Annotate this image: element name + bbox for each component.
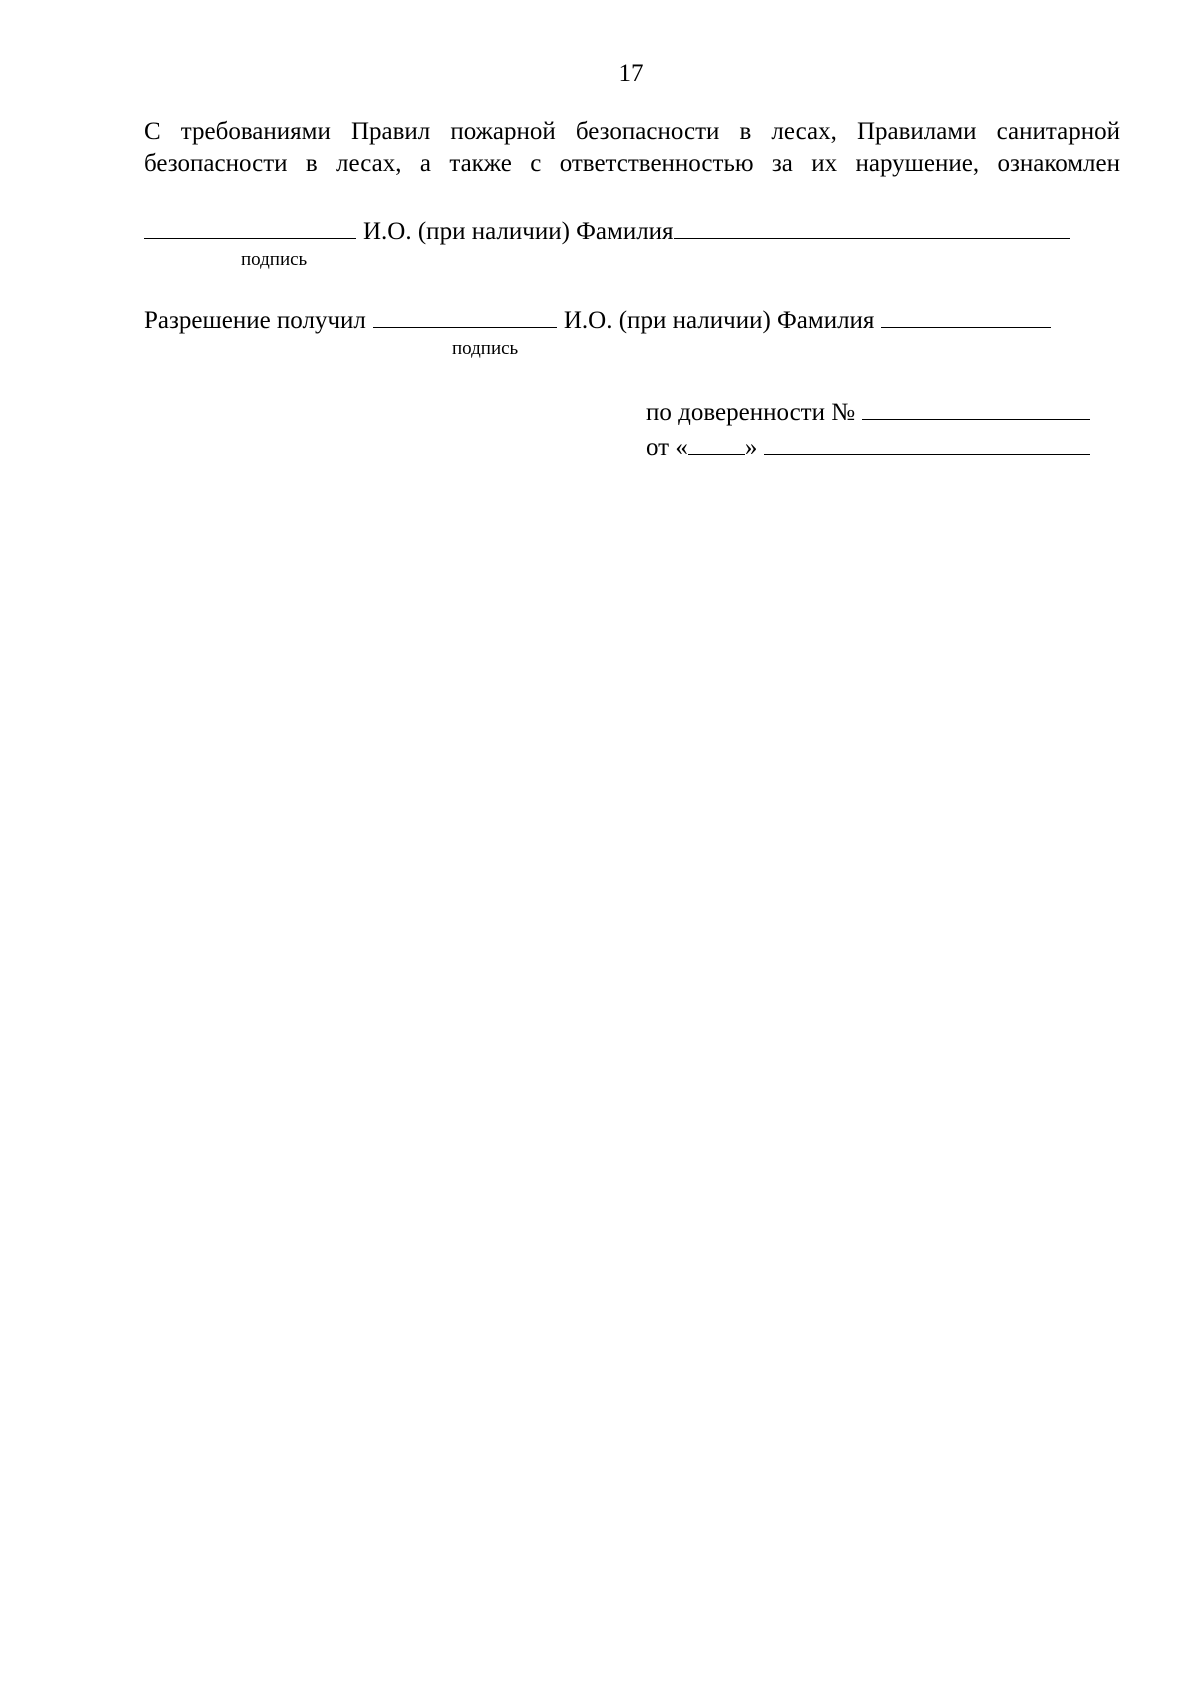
signature-row-1 xyxy=(144,214,1070,248)
signature-row-2 xyxy=(144,303,1051,337)
proxy-date-row xyxy=(646,430,1090,464)
date-close-quote: » xyxy=(744,434,758,461)
date-day-blank[interactable] xyxy=(688,430,745,455)
name-blank-1[interactable] xyxy=(674,214,1070,239)
proxy-label: по доверенности № xyxy=(646,399,856,426)
signature-blank-2[interactable] xyxy=(373,303,557,328)
page-number: 17 xyxy=(618,60,644,87)
received-by-label: Разрешение получил xyxy=(144,307,366,334)
date-open-quote: от « xyxy=(646,434,688,461)
acknowledgement-line-1: С требованиями Правил пожарной безопасности в лесах, Правилами санитарной xyxy=(144,118,1120,145)
name-blank-2[interactable] xyxy=(881,303,1051,328)
proxy-row xyxy=(646,395,1090,429)
date-month-year-blank[interactable] xyxy=(764,430,1090,455)
name-label-2: И.О. (при наличии) Фамилия xyxy=(563,307,875,334)
acknowledgement-line-2: безопасности в лесах, а также с ответственностью за их нарушение, ознакомлен xyxy=(144,150,1120,177)
signature-caption-2: подпись xyxy=(452,338,519,359)
signature-blank-1[interactable] xyxy=(144,214,356,239)
proxy-number-blank[interactable] xyxy=(862,395,1090,420)
signature-caption-1: подпись xyxy=(241,249,308,270)
name-label-1: И.О. (при наличии) Фамилия xyxy=(363,218,674,245)
acknowledgement-text xyxy=(144,116,1120,180)
